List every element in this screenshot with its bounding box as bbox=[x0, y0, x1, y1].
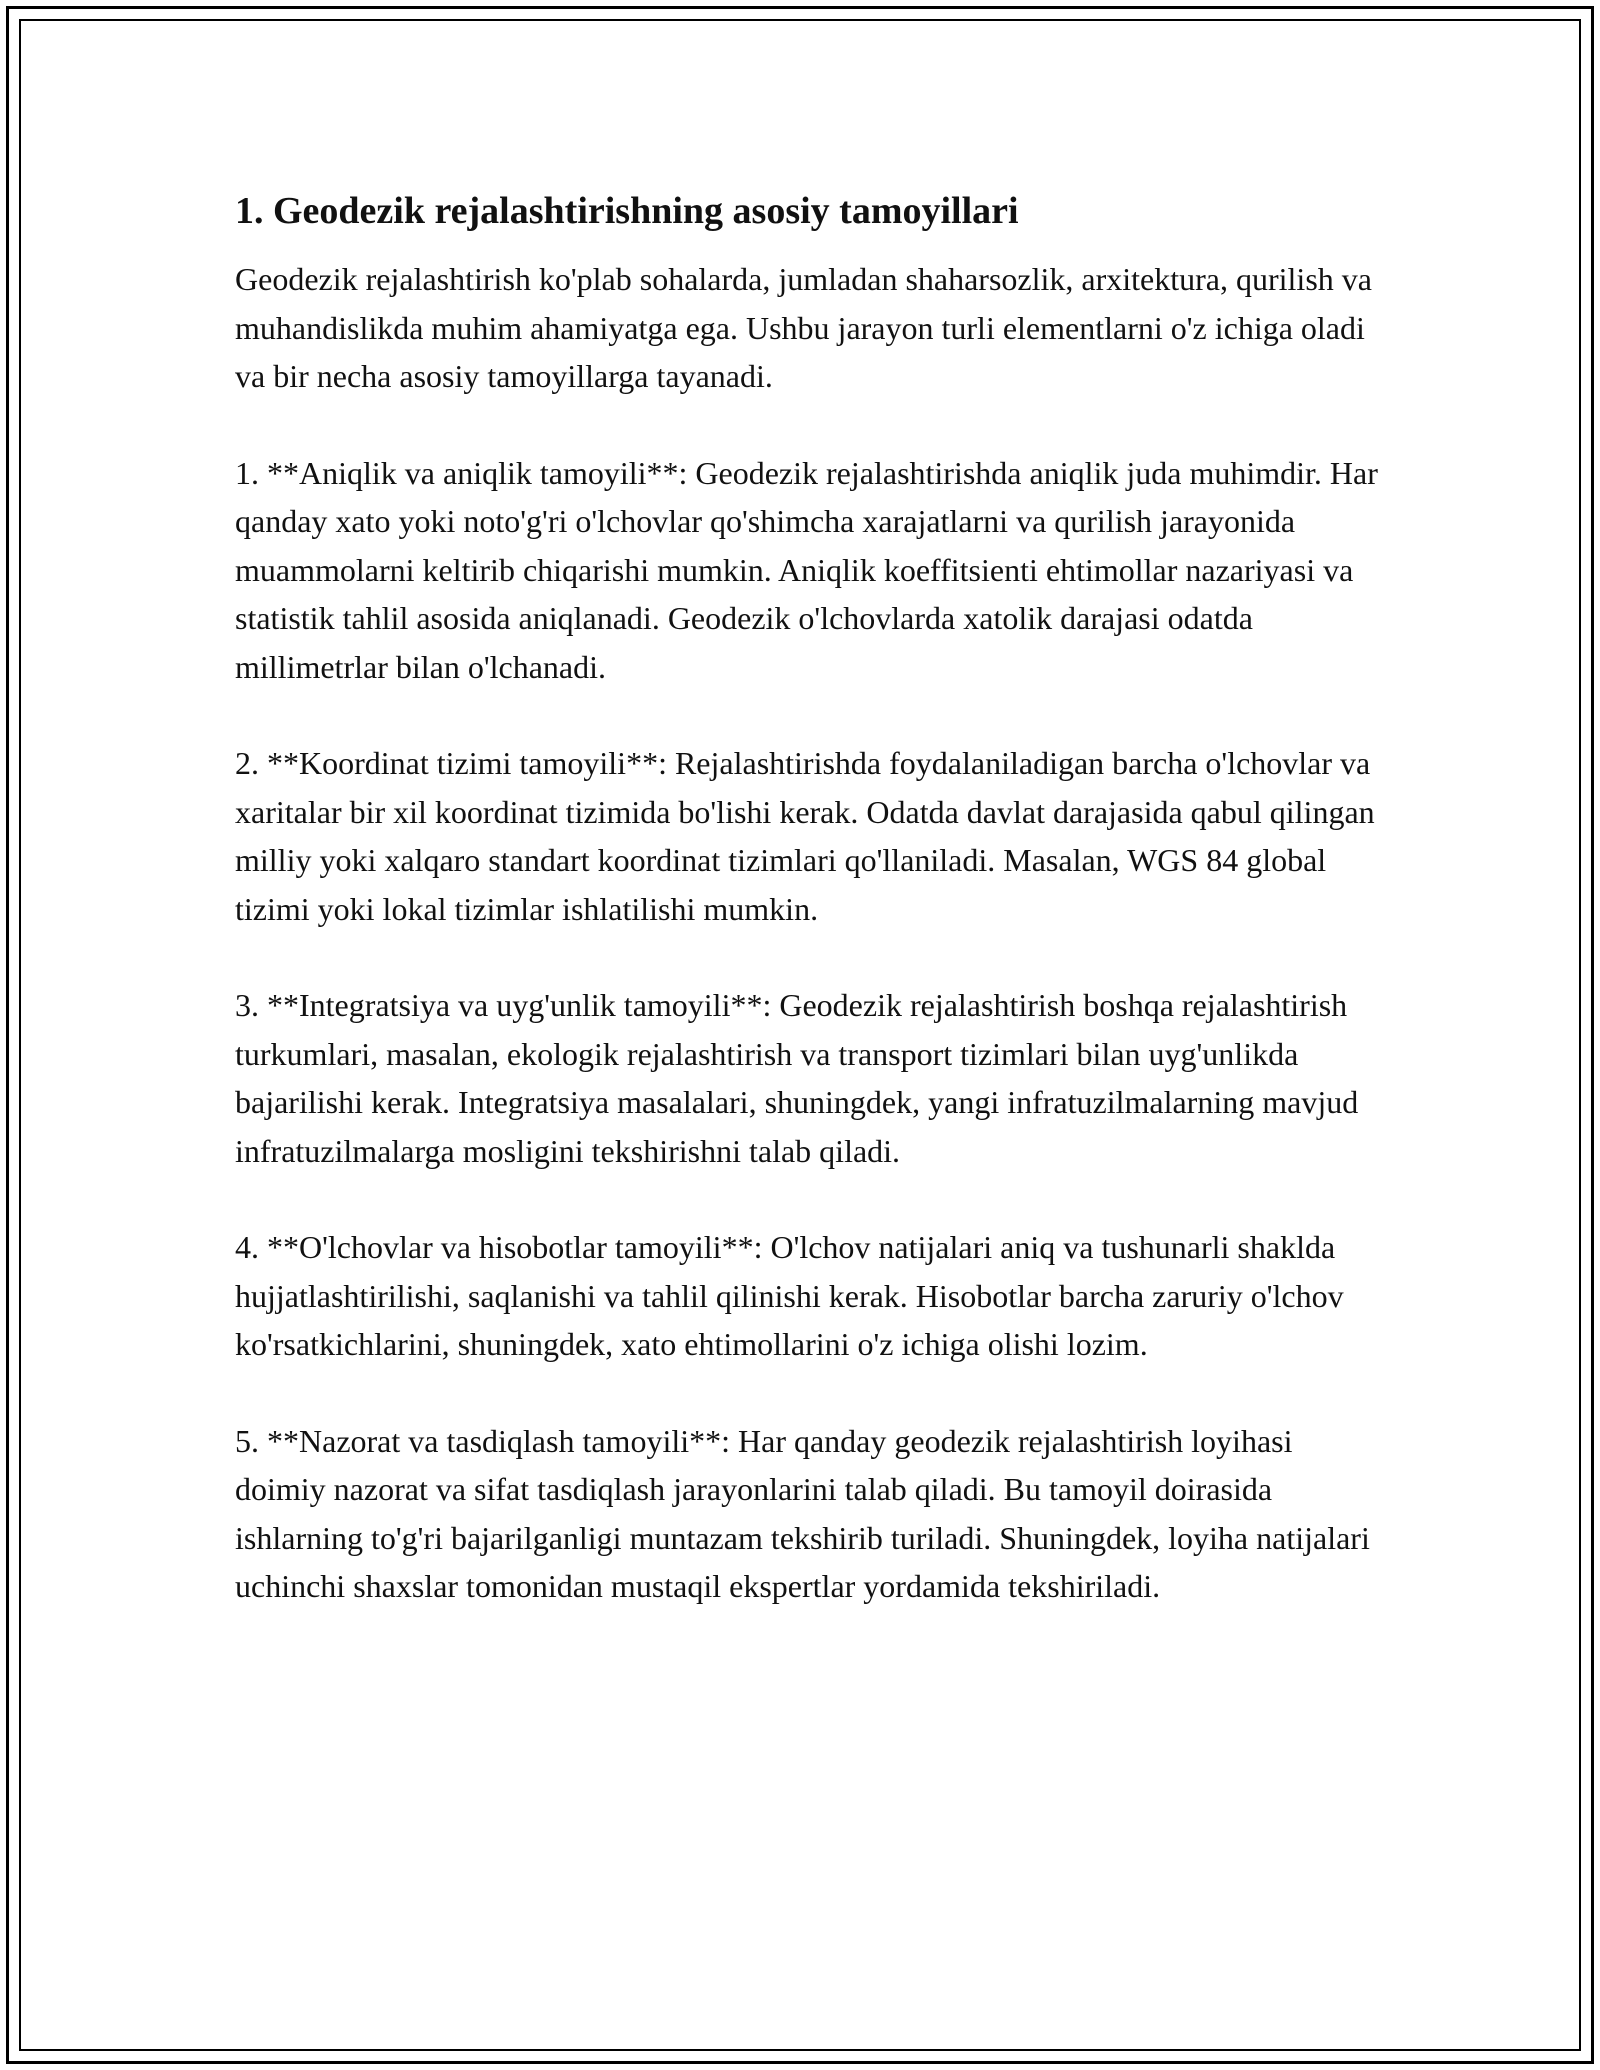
intro-paragraph: Geodezik rejalashtirish ko'plab sohalarda, jumladan shaharsozlik, arxitektura, qurilish va muhandislikda muhim ahamiyatga ega. Ushbu jarayon turli elementlarni o'z ichiga oladi va bir necha asosiy tamoyillarga tayanadi. bbox=[235, 261, 1372, 394]
principle-paragraph-2: 2. **Koordinat tizimi tamoyili**: Rejalashtirishda foydalaniladigan barcha o'lchovlar va xaritalar bir xil koordinat tizimida bo'lishi kerak. Odatda davlat darajasida qabul qilingan milliy yoki xalqaro standart koordinat tizimlari qo'llaniladi. Masalan, WGS 84 global tizimi yoki lokal tizimlar ishlatilishi mumkin. bbox=[235, 745, 1375, 927]
document-body bbox=[235, 185, 1385, 1659]
principle-paragraph-3: 3. **Integratsiya va uyg'unlik tamoyili**: Geodezik rejalashtirish boshqa rejalashtirish turkumlari, masalan, ekologik rejalashtirish va transport tizimlari bilan uyg'unlikda bajarilishi kerak. Integratsiya masalalari, shuningdek, yangi infratuzilmalarning mavjud infratuzilmalarga mosligini tekshirishni talab qiladi. bbox=[235, 987, 1359, 1169]
principle-paragraph-5: 5. **Nazorat va tasdiqlash tamoyili**: Har qanday geodezik rejalashtirish loyihasi doimiy nazorat va sifat tasdiqlash jarayonlarini talab qiladi. Bu tamoyil doirasida ishlarning to'g'ri bajarilganligi muntazam tekshirib turiladi. Shuningdek, loyiha natijalari uchinchi shaxslar tomonidan mustaqil ekspertlar yordamida tekshiriladi. bbox=[235, 1422, 1370, 1604]
principle-paragraph-1: 1. **Aniqlik va aniqlik tamoyili**: Geodezik rejalashtirishda aniqlik juda muhimdir. Har qanday xato yoki noto'g'ri o'lchovlar qo'shimcha xarajatlarni va qurilish jarayonida muammolarni keltirib chiqarishi mumkin. Aniqlik koeffitsienti ehtimollar nazariyasi va statistik tahlil asosida aniqlanadi. Geodezik o'lchovlarda xatolik darajasi odatda millimetrlar bilan o'lchanadi. bbox=[235, 454, 1378, 685]
principle-paragraph-4: 4. **O'lchovlar va hisobotlar tamoyili**: O'lchov natijalari aniq va tushunarli shaklda hujjatlashtirilishi, saqlanishi va tahlil qilinishi kerak. Hisobotlar barcha zaruriy o'lchov ko'rsatkichlarini, shuningdek, xato ehtimollarini o'z ichiga olishi lozim. bbox=[235, 1229, 1344, 1362]
document-title: 1. Geodezik rejalashtirishning asosiy tamoyillari bbox=[235, 190, 1019, 232]
